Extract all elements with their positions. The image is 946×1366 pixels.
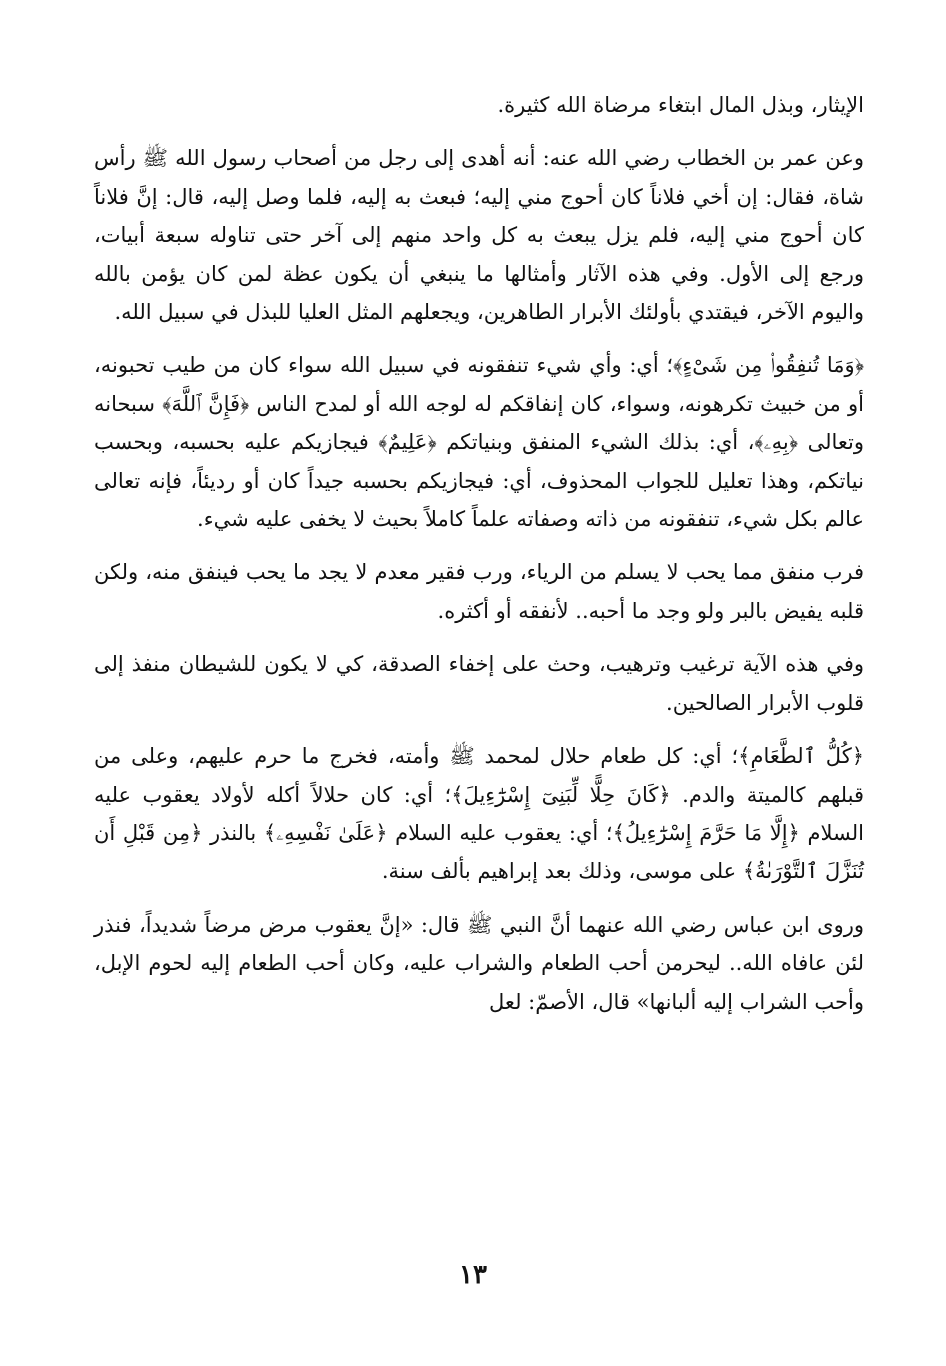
paragraph-3: ﴿وَمَا تُنفِقُوا۟ مِن شَىْءٍ﴾؛ أي: وأي شيء تنفقونه في سبيل الله سواء كان من طيب تحبونه، أو من خبيث تكرهونه، وسواء، كان إنفاقكم له لوجه الله أو لمدح الناس ﴿فَإِنَّ ٱللَّهَ﴾ سبحانه وتعالى ﴿بِهِۦ﴾، أي: بذلك الشيء المنفق وبنياتكم ﴿عَلِيمٌ﴾ فيجازيكم عليه بحسبه، وبحسب نياتكم، وهذا تعليل للجواب المحذوف، أي: فيجازيكم بحسبه جيداً كان أو رديئاً، فإنه تعالى عالم بكل شيء، تنفقونه من ذاته وصفاته علماً كاملاً بحيث لا يخفى عليه شيء. — [94, 353, 864, 532]
paragraph-5: وفي هذه الآية ترغيب وترهيب، وحث على إخفاء الصدقة، كي لا يكون للشيطان منفذ إلى قلوب الأبرار الصالحين. — [94, 652, 864, 715]
page-body — [94, 86, 864, 1021]
paragraph-4: فرب منفق مما يحب لا يسلم من الرياء، ورب فقير معدم لا يجد ما يحب فينفق منه، ولكن قلبه يفيض بالبر ولو وجد ما أحبه.. لأنفقه أو أكثره. — [94, 560, 864, 623]
paragraph-1: الإيثار، وبذل المال ابتغاء مرضاة الله كثيرة. — [497, 93, 864, 117]
paragraph-7: وروى ابن عباس رضي الله عنهما أنَّ النبي ﷺ قال: «إنَّ يعقوب مرض مرضاً شديداً، فنذر لئن عافاه الله.. ليحرمن أحب الطعام والشراب عليه، وكان أحب الطعام إليه لحوم الإبل، وأحب الشراب إليه ألبانها» قال، الأصمّ: لعل — [94, 912, 864, 1014]
paragraph-2: وعن عمر بن الخطاب رضي الله عنه: أنه أهدى إلى رجل من أصحاب رسول الله ﷺ رأس شاة، فقال: إن أخي فلاناً كان أحوج مني إليه؛ فبعث به إليه، فلما وصل إليه، قال: إنَّ فلاناً كان أحوج مني إليه، فلم يزل يبعث به كل واحد منهم إلى آخر حتى تناوله سبعة أبيات، ورجع إلى الأول. وفي هذه الآثار وأمثالها ما ينبغي أن يكون عظة لمن كان يؤمن بالله واليوم الآخر، فيقتدي بأولئك الأبرار الطاهرين، ويجعلهم المثل العليا للبذل في سبيل الله. — [94, 146, 864, 325]
paragraph-6: ﴿كُلُّ ٱلطَّعَامِ﴾؛ أي: كل طعام حلال لمحمد ﷺ وأمته، فخرج ما حرم عليهم، وعلى من قبلهم كالميتة والدم. ﴿كَانَ حِلًّا لِّبَنِىٓ إِسْرَٰٓءِيلَ﴾؛ أي: كان حلالاً أكله لأولاد يعقوب عليه السلام ﴿إِلَّا مَا حَرَّمَ إِسْرَٰٓءِيلُ﴾؛ أي: يعقوب عليه السلام ﴿عَلَىٰ نَفْسِهِۦ﴾ بالنذر ﴿مِن قَبْلِ أَن تُنَزَّلَ ٱلتَّوْرَىٰةُ﴾ على موسى، وذلك بعد إبراهيم بألف سنة. — [94, 744, 864, 884]
page-number: ١٣ — [459, 1260, 487, 1290]
